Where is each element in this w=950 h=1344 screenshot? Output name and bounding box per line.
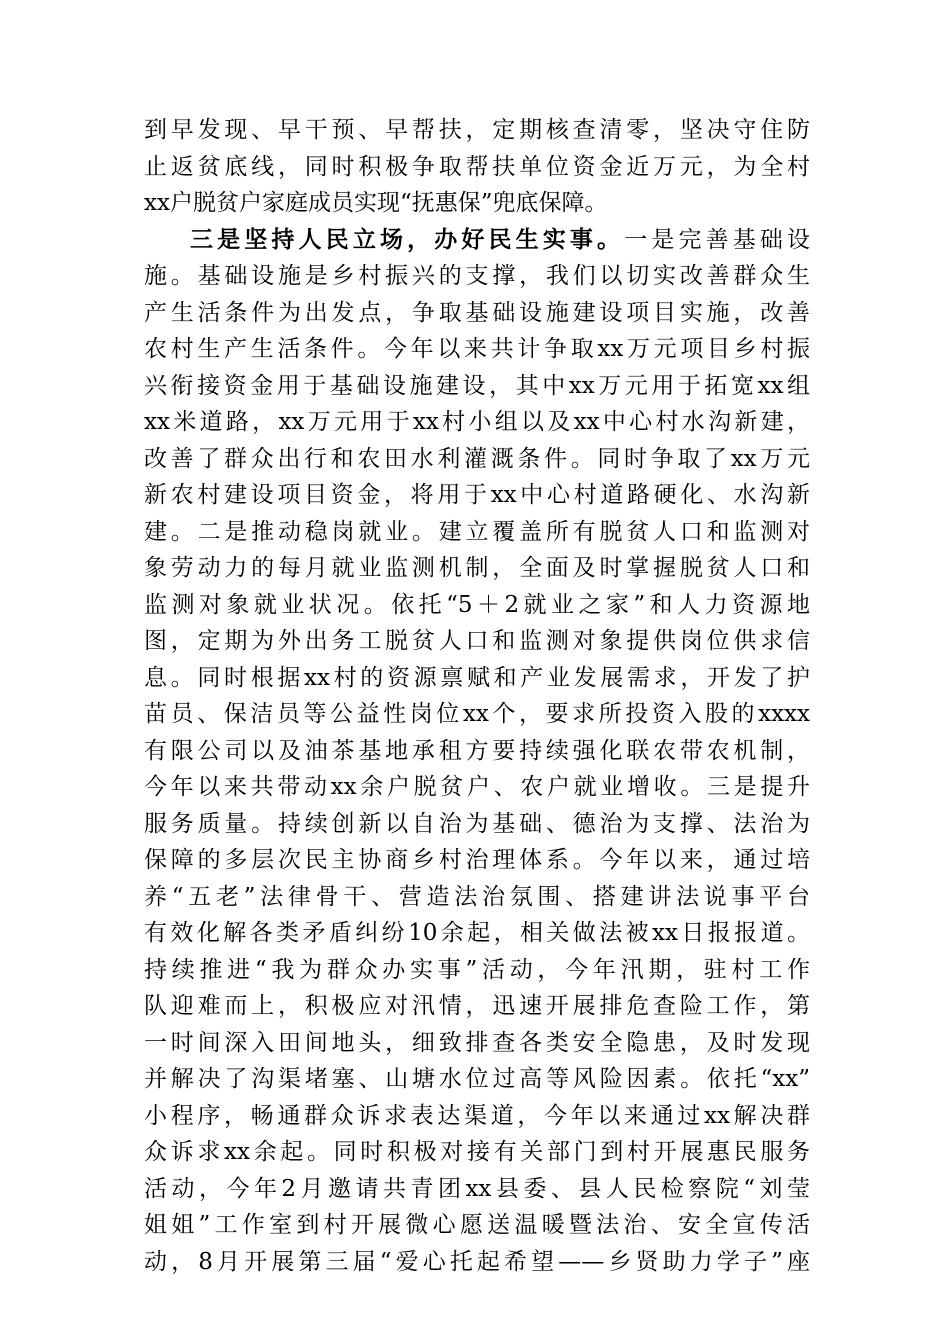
- text-line-26: [144, 1025, 810, 1062]
- line-text: 象劳动力的每月就业监测机制，全面及时掌握脱贫人口和: [144, 555, 810, 581]
- line-text: 一时间深入田间地头，细致排查各类安全隐患，及时发现: [144, 1029, 810, 1056]
- line-text: 止返贫底线，同时积极争取帮扶单位资金近万元，为全村: [144, 153, 810, 180]
- text-line-9: [144, 404, 810, 441]
- text-line-27: [144, 1061, 810, 1098]
- line-text: 苗员、保洁员等公益性岗位xx个，要求所投资入股的xxxx: [144, 701, 810, 727]
- line-text: 持续推进“我为群众办实事”活动，今年汛期，驻村工作: [144, 956, 810, 983]
- line-text: 新农村建设项目资金，将用于xx中心村道路硬化、水沟新: [144, 482, 810, 508]
- text-line-10: [144, 441, 810, 478]
- text-line-3: [144, 185, 810, 222]
- line-text: 农村生产生活条件。今年以来共计争取xx万元项目乡村振: [144, 336, 810, 362]
- text-line-6: [144, 295, 810, 332]
- text-line-5: [144, 258, 810, 295]
- document-body: [144, 112, 810, 1280]
- text-line-30: [144, 1171, 810, 1208]
- text-line-24: [144, 952, 810, 989]
- line-text: 到早发现、早干预、早帮扶，定期核查清零，坚决守住防: [144, 117, 810, 143]
- line-text: 服务质量。持续创新以自治为基础、德治为支撑、法治为: [144, 810, 810, 837]
- line-text: 改善了群众出行和农田水利灌溉条件。同时争取了xx万元: [144, 445, 810, 472]
- text-line-17: [144, 696, 810, 733]
- text-line-19: [144, 769, 810, 806]
- line-text: 并解决了沟渠堵塞、山塘水位过高等风险因素。依托“xx”: [144, 1066, 810, 1092]
- line-text: 动，8月开展第三届“爱心托起希望——乡贤助力学子”座: [144, 1248, 810, 1275]
- line-text: 息。同时根据xx村的资源禀赋和产业发展需求，开发了护: [144, 664, 810, 691]
- line-text: 队迎难而上，积极应对汛情，迅速开展排危查险工作，第: [144, 993, 810, 1019]
- text-line-21: [144, 842, 810, 879]
- line-text: 活动，今年2月邀请共青团xx县委、县人民检察院“刘莹: [144, 1175, 810, 1202]
- line-text: 有效化解各类矛盾纠纷10余起，相关做法被xx日报报道。: [144, 920, 810, 946]
- text-line-16: [144, 660, 810, 697]
- line-text: 小程序，畅通群众诉求表达渠道，今年以来通过xx解决群: [144, 1102, 810, 1129]
- text-line-20: [144, 806, 810, 843]
- line-text: 众诉求xx余起。同时积极对接有关部门到村开展惠民服务: [144, 1139, 810, 1165]
- text-line-25: [144, 988, 810, 1025]
- line-text: 保障的多层次民主协商乡村治理体系。今年以来，通过培: [144, 847, 810, 873]
- text-line-2: [144, 149, 810, 186]
- text-line-7: [144, 331, 810, 368]
- section-heading: 三是坚持人民立场，办好民生实事。: [190, 225, 625, 253]
- line-text: 建。二是推动稳岗就业。建立覆盖所有脱贫人口和监测对: [144, 518, 810, 545]
- line-text: 监测对象就业状况。依托“5＋2就业之家”和人力资源地: [144, 591, 810, 618]
- text-line-15: [144, 623, 810, 660]
- line-text: 有限公司以及油茶基地承租方要持续强化联农带农机制，: [144, 737, 810, 764]
- text-line-29: [144, 1134, 810, 1171]
- line-text: 施。基础设施是乡村振兴的支撑，我们以切实改善群众生: [144, 263, 810, 289]
- text-line-12: [144, 514, 810, 551]
- text-line-28: [144, 1098, 810, 1135]
- line-text: 兴衔接资金用于基础设施建设，其中xx万元用于拓宽xx组: [144, 372, 810, 399]
- text-line-31: [144, 1207, 810, 1244]
- line-text: 姐姐”工作室到村开展微心愿送温暖暨法治、安全宣传活: [144, 1212, 810, 1238]
- text-line-13: [144, 550, 810, 587]
- line-text: xx米道路，xx万元用于xx村小组以及xx中心村水沟新建，: [144, 409, 810, 435]
- line-text: 今年以来共带动xx余户脱贫户、农户就业增收。三是提升: [144, 774, 810, 800]
- text-line-32: [144, 1244, 810, 1281]
- text-line-11: [144, 477, 810, 514]
- text-line-4: [144, 222, 810, 259]
- line-text: 养“五老”法律骨干、营造法治氛围、搭建讲法说事平台: [144, 883, 810, 910]
- line-text: 图，定期为外出务工脱贫人口和监测对象提供岗位供求信: [144, 628, 810, 654]
- text-line-8: [144, 368, 810, 405]
- text-line-14: [144, 587, 810, 624]
- text-line-23: [144, 915, 810, 952]
- text-line-22: [144, 879, 810, 916]
- line-text: 产生活条件为出发点，争取基础设施建设项目实施，改善: [144, 299, 810, 326]
- text-line-18: [144, 733, 810, 770]
- line-text: xx户脱贫户家庭成员实现“抚惠保”兜底保障。: [144, 190, 608, 216]
- line-text: 一是完善基础设: [624, 226, 811, 253]
- text-line-1: [144, 112, 810, 149]
